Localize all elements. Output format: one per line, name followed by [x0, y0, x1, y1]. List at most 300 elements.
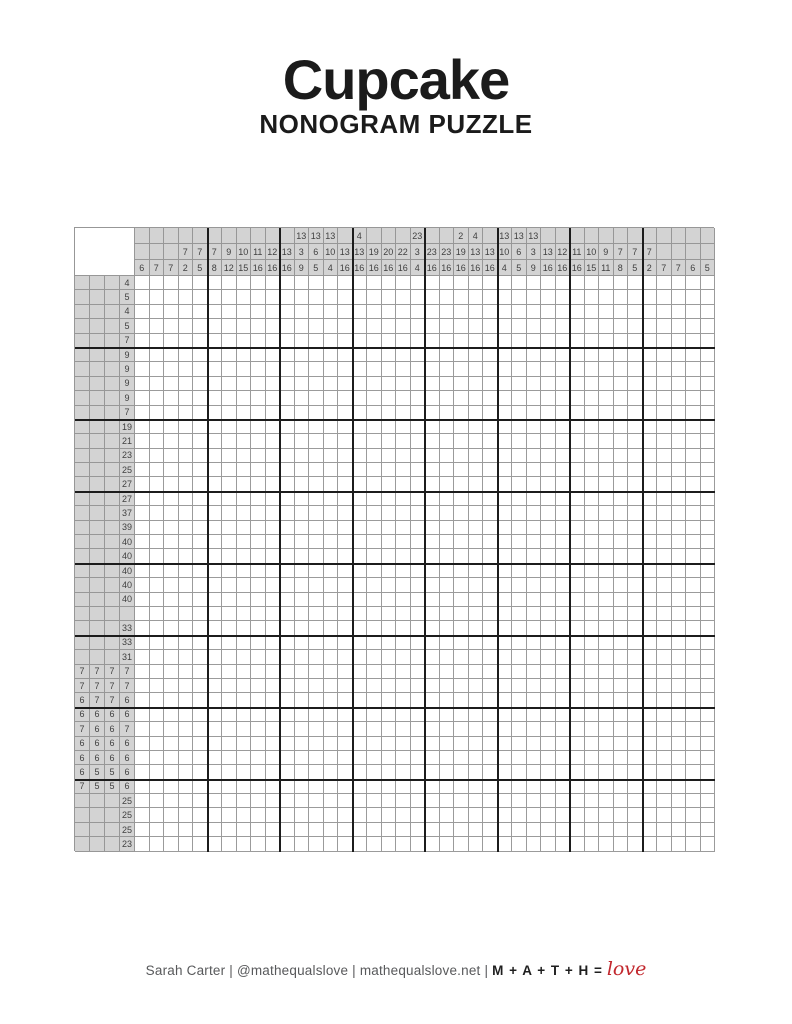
grid-cell[interactable] — [193, 492, 208, 506]
grid-cell[interactable] — [628, 348, 643, 362]
grid-cell[interactable] — [556, 737, 571, 751]
grid-cell[interactable] — [179, 578, 194, 592]
grid-cell[interactable] — [628, 305, 643, 319]
grid-cell[interactable] — [614, 794, 629, 808]
grid-cell[interactable] — [396, 693, 411, 707]
grid-cell[interactable] — [541, 665, 556, 679]
grid-cell[interactable] — [614, 420, 629, 434]
grid-cell[interactable] — [657, 319, 672, 333]
grid-cell[interactable] — [643, 420, 658, 434]
grid-cell[interactable] — [164, 305, 179, 319]
grid-cell[interactable] — [701, 391, 716, 405]
grid-cell[interactable] — [469, 693, 484, 707]
grid-cell[interactable] — [469, 290, 484, 304]
grid-cell[interactable] — [527, 780, 542, 794]
grid-cell[interactable] — [150, 290, 165, 304]
grid-cell[interactable] — [208, 492, 223, 506]
grid-cell[interactable] — [498, 362, 513, 376]
grid-cell[interactable] — [701, 837, 716, 851]
grid-cell[interactable] — [324, 434, 339, 448]
grid-cell[interactable] — [512, 391, 527, 405]
grid-cell[interactable] — [570, 377, 585, 391]
grid-cell[interactable] — [483, 305, 498, 319]
grid-cell[interactable] — [411, 449, 426, 463]
grid-cell[interactable] — [222, 535, 237, 549]
grid-cell[interactable] — [164, 290, 179, 304]
grid-cell[interactable] — [266, 434, 281, 448]
grid-cell[interactable] — [570, 722, 585, 736]
grid-cell[interactable] — [382, 765, 397, 779]
grid-cell[interactable] — [425, 823, 440, 837]
grid-cell[interactable] — [353, 823, 368, 837]
grid-cell[interactable] — [512, 477, 527, 491]
grid-cell[interactable] — [309, 578, 324, 592]
grid-cell[interactable] — [614, 765, 629, 779]
grid-cell[interactable] — [599, 492, 614, 506]
grid-cell[interactable] — [135, 578, 150, 592]
grid-cell[interactable] — [701, 492, 716, 506]
grid-cell[interactable] — [193, 549, 208, 563]
grid-cell[interactable] — [454, 650, 469, 664]
grid-cell[interactable] — [440, 636, 455, 650]
grid-cell[interactable] — [251, 578, 266, 592]
grid-cell[interactable] — [411, 406, 426, 420]
grid-cell[interactable] — [338, 823, 353, 837]
grid-cell[interactable] — [585, 477, 600, 491]
grid-cell[interactable] — [440, 737, 455, 751]
grid-cell[interactable] — [179, 780, 194, 794]
grid-cell[interactable] — [614, 837, 629, 851]
grid-cell[interactable] — [556, 506, 571, 520]
grid-cell[interactable] — [193, 650, 208, 664]
grid-cell[interactable] — [367, 636, 382, 650]
grid-cell[interactable] — [657, 535, 672, 549]
grid-cell[interactable] — [425, 679, 440, 693]
grid-cell[interactable] — [657, 708, 672, 722]
grid-cell[interactable] — [353, 593, 368, 607]
grid-cell[interactable] — [686, 737, 701, 751]
grid-cell[interactable] — [628, 737, 643, 751]
grid-cell[interactable] — [556, 406, 571, 420]
grid-cell[interactable] — [454, 722, 469, 736]
grid-cell[interactable] — [222, 621, 237, 635]
grid-cell[interactable] — [498, 636, 513, 650]
grid-cell[interactable] — [411, 708, 426, 722]
grid-cell[interactable] — [599, 449, 614, 463]
grid-cell[interactable] — [628, 808, 643, 822]
grid-cell[interactable] — [251, 607, 266, 621]
grid-cell[interactable] — [614, 521, 629, 535]
grid-cell[interactable] — [672, 449, 687, 463]
grid-cell[interactable] — [150, 765, 165, 779]
grid-cell[interactable] — [222, 650, 237, 664]
grid-cell[interactable] — [686, 521, 701, 535]
grid-cell[interactable] — [643, 593, 658, 607]
grid-cell[interactable] — [411, 722, 426, 736]
grid-cell[interactable] — [701, 535, 716, 549]
grid-cell[interactable] — [657, 549, 672, 563]
grid-cell[interactable] — [338, 492, 353, 506]
grid-cell[interactable] — [643, 751, 658, 765]
grid-cell[interactable] — [222, 679, 237, 693]
grid-cell[interactable] — [280, 794, 295, 808]
grid-cell[interactable] — [425, 564, 440, 578]
grid-cell[interactable] — [411, 636, 426, 650]
grid-cell[interactable] — [701, 420, 716, 434]
grid-cell[interactable] — [556, 593, 571, 607]
grid-cell[interactable] — [585, 434, 600, 448]
grid-cell[interactable] — [266, 334, 281, 348]
grid-cell[interactable] — [295, 636, 310, 650]
grid-cell[interactable] — [527, 665, 542, 679]
grid-cell[interactable] — [585, 650, 600, 664]
grid-cell[interactable] — [324, 276, 339, 290]
grid-cell[interactable] — [309, 708, 324, 722]
grid-cell[interactable] — [440, 679, 455, 693]
grid-cell[interactable] — [251, 449, 266, 463]
grid-cell[interactable] — [266, 305, 281, 319]
grid-cell[interactable] — [324, 449, 339, 463]
grid-cell[interactable] — [150, 708, 165, 722]
grid-cell[interactable] — [527, 765, 542, 779]
grid-cell[interactable] — [324, 319, 339, 333]
grid-cell[interactable] — [324, 650, 339, 664]
grid-cell[interactable] — [512, 665, 527, 679]
grid-cell[interactable] — [266, 463, 281, 477]
grid-cell[interactable] — [237, 434, 252, 448]
grid-cell[interactable] — [222, 549, 237, 563]
grid-cell[interactable] — [614, 305, 629, 319]
grid-cell[interactable] — [164, 794, 179, 808]
grid-cell[interactable] — [657, 679, 672, 693]
grid-cell[interactable] — [672, 276, 687, 290]
grid-cell[interactable] — [179, 607, 194, 621]
grid-cell[interactable] — [585, 808, 600, 822]
grid-cell[interactable] — [280, 665, 295, 679]
grid-cell[interactable] — [498, 679, 513, 693]
grid-cell[interactable] — [498, 708, 513, 722]
grid-cell[interactable] — [237, 377, 252, 391]
grid-cell[interactable] — [556, 751, 571, 765]
grid-cell[interactable] — [628, 593, 643, 607]
grid-cell[interactable] — [425, 722, 440, 736]
grid-cell[interactable] — [338, 636, 353, 650]
grid-cell[interactable] — [643, 650, 658, 664]
grid-cell[interactable] — [512, 780, 527, 794]
grid-cell[interactable] — [599, 334, 614, 348]
grid-cell[interactable] — [222, 593, 237, 607]
grid-cell[interactable] — [570, 420, 585, 434]
grid-cell[interactable] — [208, 564, 223, 578]
grid-cell[interactable] — [193, 708, 208, 722]
grid-cell[interactable] — [440, 665, 455, 679]
grid-cell[interactable] — [237, 463, 252, 477]
grid-cell[interactable] — [135, 780, 150, 794]
grid-cell[interactable] — [179, 621, 194, 635]
grid-cell[interactable] — [643, 362, 658, 376]
grid-cell[interactable] — [411, 391, 426, 405]
grid-cell[interactable] — [396, 765, 411, 779]
grid-cell[interactable] — [541, 737, 556, 751]
grid-cell[interactable] — [237, 506, 252, 520]
grid-cell[interactable] — [440, 391, 455, 405]
grid-cell[interactable] — [686, 290, 701, 304]
grid-cell[interactable] — [309, 549, 324, 563]
grid-cell[interactable] — [309, 319, 324, 333]
grid-cell[interactable] — [599, 290, 614, 304]
grid-cell[interactable] — [469, 276, 484, 290]
grid-cell[interactable] — [672, 319, 687, 333]
grid-cell[interactable] — [280, 765, 295, 779]
grid-cell[interactable] — [527, 290, 542, 304]
grid-cell[interactable] — [556, 679, 571, 693]
grid-cell[interactable] — [483, 722, 498, 736]
grid-cell[interactable] — [512, 290, 527, 304]
grid-cell[interactable] — [309, 477, 324, 491]
grid-cell[interactable] — [512, 406, 527, 420]
grid-cell[interactable] — [628, 521, 643, 535]
grid-cell[interactable] — [237, 549, 252, 563]
grid-cell[interactable] — [425, 506, 440, 520]
grid-cell[interactable] — [222, 305, 237, 319]
grid-cell[interactable] — [150, 665, 165, 679]
grid-cell[interactable] — [382, 362, 397, 376]
grid-cell[interactable] — [614, 549, 629, 563]
grid-cell[interactable] — [309, 535, 324, 549]
grid-cell[interactable] — [701, 578, 716, 592]
grid-cell[interactable] — [527, 506, 542, 520]
grid-cell[interactable] — [251, 650, 266, 664]
grid-cell[interactable] — [469, 665, 484, 679]
grid-cell[interactable] — [701, 290, 716, 304]
grid-cell[interactable] — [512, 837, 527, 851]
grid-cell[interactable] — [295, 477, 310, 491]
grid-cell[interactable] — [614, 693, 629, 707]
grid-cell[interactable] — [295, 751, 310, 765]
grid-cell[interactable] — [150, 780, 165, 794]
grid-cell[interactable] — [338, 693, 353, 707]
grid-cell[interactable] — [483, 521, 498, 535]
grid-cell[interactable] — [150, 334, 165, 348]
grid-cell[interactable] — [440, 506, 455, 520]
grid-cell[interactable] — [425, 578, 440, 592]
grid-cell[interactable] — [570, 305, 585, 319]
grid-cell[interactable] — [643, 506, 658, 520]
grid-cell[interactable] — [251, 334, 266, 348]
grid-cell[interactable] — [396, 362, 411, 376]
grid-cell[interactable] — [251, 780, 266, 794]
grid-cell[interactable] — [440, 722, 455, 736]
grid-cell[interactable] — [512, 722, 527, 736]
grid-cell[interactable] — [280, 420, 295, 434]
grid-cell[interactable] — [556, 808, 571, 822]
grid-cell[interactable] — [469, 593, 484, 607]
grid-cell[interactable] — [179, 794, 194, 808]
grid-cell[interactable] — [251, 276, 266, 290]
grid-cell[interactable] — [483, 837, 498, 851]
grid-cell[interactable] — [338, 780, 353, 794]
grid-cell[interactable] — [324, 463, 339, 477]
grid-cell[interactable] — [643, 406, 658, 420]
grid-cell[interactable] — [309, 564, 324, 578]
grid-cell[interactable] — [686, 679, 701, 693]
grid-cell[interactable] — [150, 434, 165, 448]
grid-cell[interactable] — [498, 794, 513, 808]
grid-cell[interactable] — [585, 521, 600, 535]
grid-cell[interactable] — [266, 679, 281, 693]
grid-cell[interactable] — [193, 780, 208, 794]
grid-cell[interactable] — [425, 319, 440, 333]
grid-cell[interactable] — [701, 449, 716, 463]
grid-cell[interactable] — [686, 492, 701, 506]
grid-cell[interactable] — [382, 506, 397, 520]
grid-cell[interactable] — [498, 463, 513, 477]
grid-cell[interactable] — [338, 607, 353, 621]
grid-cell[interactable] — [643, 377, 658, 391]
grid-cell[interactable] — [222, 406, 237, 420]
grid-cell[interactable] — [628, 319, 643, 333]
grid-cell[interactable] — [527, 722, 542, 736]
grid-cell[interactable] — [672, 607, 687, 621]
grid-cell[interactable] — [222, 636, 237, 650]
grid-cell[interactable] — [135, 564, 150, 578]
grid-cell[interactable] — [324, 290, 339, 304]
grid-cell[interactable] — [280, 708, 295, 722]
grid-cell[interactable] — [643, 477, 658, 491]
grid-cell[interactable] — [295, 449, 310, 463]
grid-cell[interactable] — [324, 549, 339, 563]
grid-cell[interactable] — [440, 348, 455, 362]
grid-cell[interactable] — [251, 621, 266, 635]
grid-cell[interactable] — [498, 535, 513, 549]
grid-cell[interactable] — [222, 348, 237, 362]
grid-cell[interactable] — [643, 305, 658, 319]
grid-cell[interactable] — [657, 823, 672, 837]
grid-cell[interactable] — [266, 521, 281, 535]
grid-cell[interactable] — [686, 564, 701, 578]
grid-cell[interactable] — [657, 305, 672, 319]
grid-cell[interactable] — [338, 578, 353, 592]
grid-cell[interactable] — [527, 406, 542, 420]
grid-cell[interactable] — [570, 406, 585, 420]
grid-cell[interactable] — [251, 679, 266, 693]
grid-cell[interactable] — [701, 665, 716, 679]
grid-cell[interactable] — [411, 377, 426, 391]
grid-cell[interactable] — [309, 607, 324, 621]
grid-cell[interactable] — [701, 708, 716, 722]
grid-cell[interactable] — [686, 808, 701, 822]
grid-cell[interactable] — [280, 334, 295, 348]
grid-cell[interactable] — [498, 521, 513, 535]
grid-cell[interactable] — [454, 406, 469, 420]
grid-cell[interactable] — [570, 521, 585, 535]
grid-cell[interactable] — [672, 362, 687, 376]
grid-cell[interactable] — [614, 737, 629, 751]
grid-cell[interactable] — [411, 305, 426, 319]
grid-cell[interactable] — [541, 420, 556, 434]
grid-cell[interactable] — [469, 722, 484, 736]
grid-cell[interactable] — [454, 621, 469, 635]
grid-cell[interactable] — [498, 305, 513, 319]
grid-cell[interactable] — [164, 334, 179, 348]
grid-cell[interactable] — [469, 808, 484, 822]
grid-cell[interactable] — [208, 780, 223, 794]
grid-cell[interactable] — [657, 621, 672, 635]
grid-cell[interactable] — [686, 794, 701, 808]
grid-cell[interactable] — [643, 837, 658, 851]
grid-cell[interactable] — [614, 780, 629, 794]
grid-cell[interactable] — [498, 765, 513, 779]
grid-cell[interactable] — [643, 549, 658, 563]
grid-cell[interactable] — [454, 808, 469, 822]
grid-cell[interactable] — [280, 549, 295, 563]
grid-cell[interactable] — [686, 549, 701, 563]
grid-cell[interactable] — [208, 506, 223, 520]
grid-cell[interactable] — [643, 808, 658, 822]
grid-cell[interactable] — [251, 665, 266, 679]
grid-cell[interactable] — [454, 737, 469, 751]
grid-cell[interactable] — [266, 348, 281, 362]
grid-cell[interactable] — [164, 391, 179, 405]
grid-cell[interactable] — [527, 564, 542, 578]
grid-cell[interactable] — [527, 362, 542, 376]
grid-cell[interactable] — [222, 449, 237, 463]
grid-cell[interactable] — [164, 722, 179, 736]
grid-cell[interactable] — [193, 348, 208, 362]
grid-cell[interactable] — [295, 334, 310, 348]
grid-cell[interactable] — [353, 434, 368, 448]
grid-cell[interactable] — [628, 823, 643, 837]
grid-cell[interactable] — [440, 837, 455, 851]
grid-cell[interactable] — [614, 406, 629, 420]
grid-cell[interactable] — [701, 621, 716, 635]
grid-cell[interactable] — [440, 693, 455, 707]
grid-cell[interactable] — [193, 665, 208, 679]
grid-cell[interactable] — [469, 391, 484, 405]
grid-cell[interactable] — [541, 593, 556, 607]
grid-cell[interactable] — [701, 765, 716, 779]
grid-cell[interactable] — [701, 319, 716, 333]
grid-cell[interactable] — [628, 665, 643, 679]
grid-cell[interactable] — [396, 477, 411, 491]
grid-cell[interactable] — [309, 722, 324, 736]
grid-cell[interactable] — [266, 593, 281, 607]
grid-cell[interactable] — [353, 377, 368, 391]
grid-cell[interactable] — [527, 377, 542, 391]
grid-cell[interactable] — [295, 665, 310, 679]
grid-cell[interactable] — [208, 549, 223, 563]
grid-cell[interactable] — [396, 808, 411, 822]
grid-cell[interactable] — [672, 420, 687, 434]
grid-cell[interactable] — [367, 765, 382, 779]
grid-cell[interactable] — [266, 765, 281, 779]
grid-cell[interactable] — [295, 837, 310, 851]
grid-cell[interactable] — [657, 578, 672, 592]
grid-cell[interactable] — [599, 305, 614, 319]
grid-cell[interactable] — [179, 650, 194, 664]
grid-cell[interactable] — [411, 434, 426, 448]
grid-cell[interactable] — [599, 665, 614, 679]
grid-cell[interactable] — [396, 535, 411, 549]
grid-cell[interactable] — [324, 621, 339, 635]
grid-cell[interactable] — [498, 477, 513, 491]
grid-cell[interactable] — [338, 751, 353, 765]
grid-cell[interactable] — [483, 780, 498, 794]
grid-cell[interactable] — [527, 391, 542, 405]
grid-cell[interactable] — [570, 636, 585, 650]
grid-cell[interactable] — [541, 708, 556, 722]
grid-cell[interactable] — [483, 737, 498, 751]
